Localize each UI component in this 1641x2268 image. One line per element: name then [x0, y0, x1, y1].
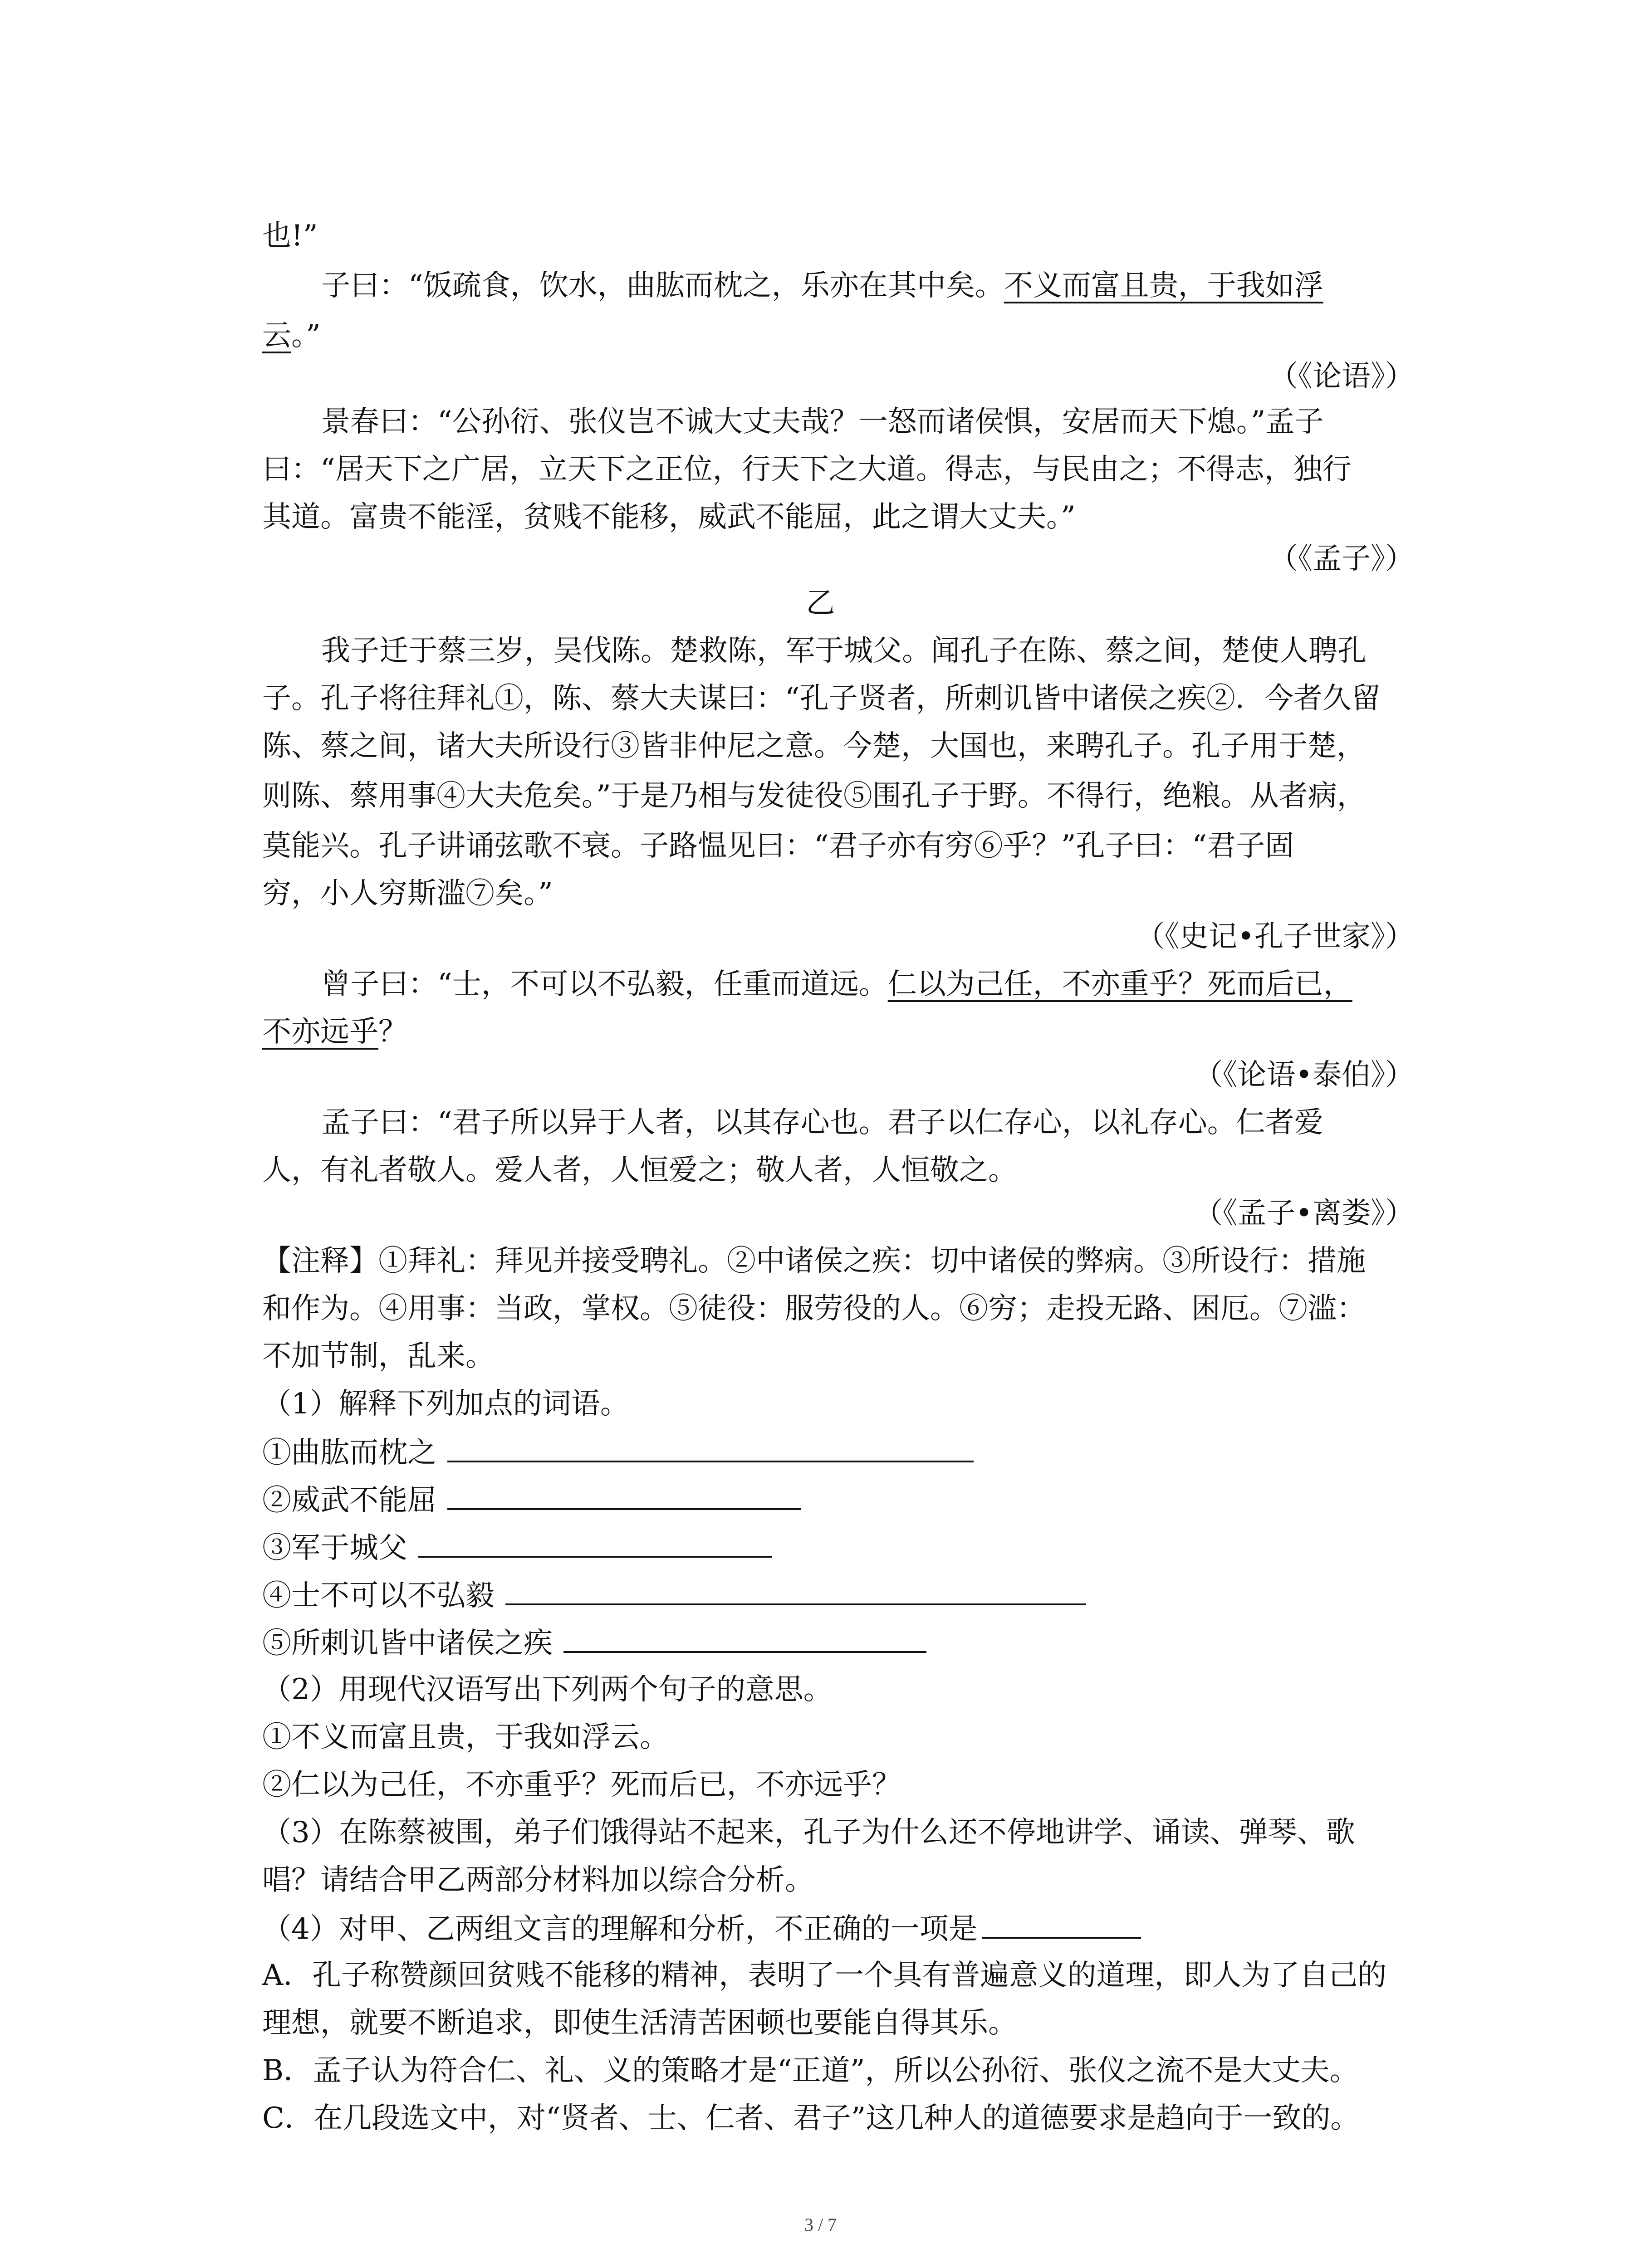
text-line: 云。”: [262, 319, 321, 352]
text-line: 我子迁于蔡三岁，吴伐陈。楚救陈，军于城父。闻孔子在陈、蔡之间，楚使人聘孔: [321, 634, 1367, 668]
notes-line: 【注释】①拜礼：拜见并接受聘礼。②中诸侯之疾：切中诸侯的弊病。③所设行：措施: [262, 1244, 1366, 1278]
source-citation: （《论语》）: [1269, 360, 1414, 393]
page-number: 3 / 7: [804, 2214, 837, 2235]
section-heading: 乙: [806, 587, 835, 620]
question-3-cont: 唱？请结合甲乙两部分材料加以综合分析。: [262, 1863, 814, 1897]
question-1-item-3: ③军于城父: [262, 1532, 772, 1563]
text-line: 景春曰：“公孙衍、张仪岂不诚大丈夫哉？一怒而诸侯惧，安居而天下熄。”孟子: [321, 405, 1324, 439]
text-line: 曰：“居天下之广居，立天下之正位，行天下之大道。得志，与民由之；不得志，独行: [262, 453, 1352, 486]
text-line: 穷，小人穷斯滥⑦矣。”: [262, 877, 553, 910]
text-line: 则陈、蔡用事④大夫危矣。”于是乃相与发徒役⑤围孔子于野。不得行，绝粮。从者病，: [262, 779, 1366, 813]
source-citation: （《史记•孔子世家》）: [1136, 920, 1414, 953]
text-line: 其道。富贵不能淫，贫贱不能移，威武不能屈，此之谓大丈夫。”: [262, 500, 1076, 534]
option-a-cont: 理想，就要不断追求，即使生活清苦困顿也要能自得其乐。: [262, 2006, 1017, 2040]
source-citation: （《孟子•离娄》）: [1194, 1197, 1414, 1230]
answer-blank[interactable]: [563, 1628, 926, 1653]
text-line: 也!”: [262, 219, 318, 253]
notes-line: 和作为。④用事：当政，掌权。⑤徒役：服劳役的人。⑥穷；走投无路、困厄。⑦滥：: [262, 1292, 1366, 1325]
underlined-sentence: 不亦远乎: [262, 1015, 378, 1049]
answer-blank[interactable]: [447, 1437, 974, 1462]
source-citation: （《论语•泰伯》）: [1194, 1058, 1414, 1092]
text-line: 不亦远乎？: [262, 1015, 407, 1049]
option-b: B．孟子认为符合仁、礼、义的策略才是“正道”，所以公孙衍、张仪之流不是大丈夫。: [262, 2054, 1359, 2087]
question-1: （1）解释下列加点的词语。: [262, 1387, 629, 1421]
text-line: 孟子曰：“君子所以异于人者，以其存心也。君子以仁存心，以礼存心。仁者爱: [321, 1106, 1323, 1139]
underlined-sentence: 仁以为己任，不亦重乎？死而后已，: [887, 968, 1352, 1001]
question-2-item-1: ①不义而富且贵，于我如浮云。: [262, 1721, 669, 1754]
text-line: 子曰：“饭疏食，饮水，曲肱而枕之，乐亦在其中矣。不义而富且贵，于我如浮: [321, 269, 1323, 303]
text-line: 莫能兴。孔子讲诵弦歌不衰。子路愠见曰：“君子亦有穷⑥乎？”孔子曰：“君子固: [262, 829, 1294, 863]
text-line: 陈、蔡之间，诸大夫所设行③皆非仲尼之意。今楚，大国也，来聘孔子。孔子用于楚，: [262, 729, 1366, 763]
question-2: （2）用现代汉语写出下列两个句子的意思。: [262, 1673, 833, 1706]
text-line: 人，有礼者敬人。爱人者，人恒爱之；敬人者，人恒敬之。: [262, 1154, 1017, 1187]
source-citation: （《孟子》）: [1269, 542, 1414, 576]
question-2-item-2: ②仁以为己任，不亦重乎？死而后已，不亦远乎？: [262, 1768, 901, 1802]
question-3: （3）在陈蔡被围，弟子们饿得站不起来，孔子为什么还不停地讲学、诵读、弹琴、歌: [262, 1816, 1355, 1849]
question-1-item-1: ①曲肱而枕之: [262, 1437, 974, 1467]
text-line: 子。孔子将往拜礼①，陈、蔡大夫谋曰：“孔子贤者，所刺讥皆中诸侯之疾②．今者久留: [262, 682, 1381, 715]
answer-blank[interactable]: [418, 1532, 772, 1558]
answer-blank[interactable]: [447, 1485, 801, 1510]
question-1-item-5: ⑤所刺讥皆中诸侯之疾: [262, 1628, 926, 1658]
question-1-item-4: ④士不可以不弘毅: [262, 1580, 1086, 1610]
notes-line: 不加节制，乱来。: [262, 1339, 495, 1373]
question-1-item-2: ②威武不能屈: [262, 1485, 801, 1515]
option-c: C．在几段选文中，对“贤者、士、仁者、君子”这几种人的道德要求是趋向于一致的。: [262, 2102, 1360, 2135]
underlined-sentence: 不义而富且贵，于我如浮: [1004, 269, 1323, 303]
underlined-sentence: 云: [262, 319, 291, 352]
answer-blank[interactable]: [505, 1580, 1086, 1605]
answer-blank[interactable]: [982, 1913, 1141, 1939]
text-line: 曾子曰：“士，不可以不弘毅，任重而道远。仁以为己任，不亦重乎？死而后已，: [321, 968, 1352, 1001]
option-a: A．孔子称赞颜回贫贱不能移的精神，表明了一个具有普遍意义的道理，即人为了自己的: [262, 1959, 1387, 1992]
question-4: （4）对甲、乙两组文言的理解和分析，不正确的一项是: [262, 1913, 1141, 1944]
